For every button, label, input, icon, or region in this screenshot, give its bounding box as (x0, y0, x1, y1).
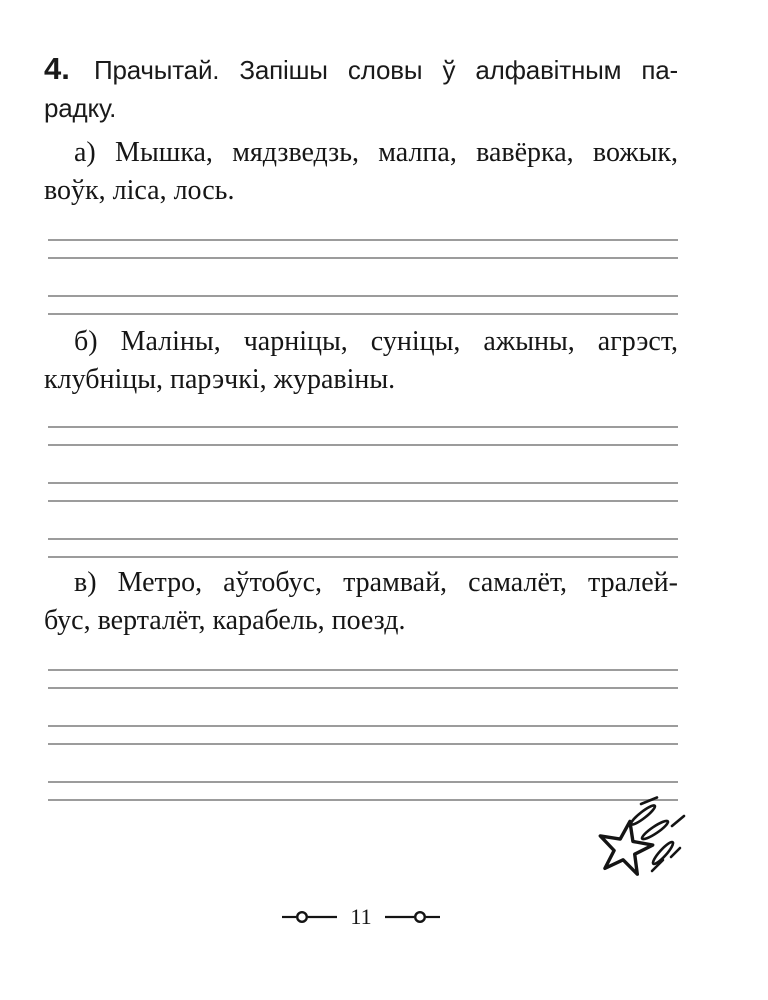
word-list-b-line-2: клубніцы, парэчкі, журавіны. (44, 364, 396, 395)
page-number: 11 (350, 904, 372, 929)
item-label-a: а) (74, 137, 96, 168)
writing-rule-line (48, 500, 678, 502)
word-list-v-line-1 (44, 564, 678, 602)
word-list-v-text: Метро, аўтобус, трамвай, самалёт, тралей- (117, 567, 678, 598)
word-list-a (44, 134, 678, 210)
writing-rule-line (48, 444, 678, 446)
writing-rule-line (48, 482, 678, 484)
word-list-b-line-1 (44, 323, 678, 361)
writing-lines-group-v (48, 669, 678, 803)
item-label-b: б) (74, 326, 98, 357)
item-label-v: в) (74, 567, 97, 598)
footer-ornament-left-icon (282, 909, 337, 925)
writing-rule-line (48, 556, 678, 558)
writing-rule-line (48, 295, 678, 297)
writing-rule-line (48, 687, 678, 689)
writing-rule-line (48, 781, 678, 783)
writing-lines-group-a (48, 239, 678, 317)
page-footer (44, 903, 678, 931)
footer-ornament-right-icon (385, 909, 440, 925)
exercise-number: 4. (44, 51, 70, 86)
writing-lines-group-b (48, 426, 678, 560)
shooting-star-icon (597, 796, 689, 884)
writing-rule-line (48, 313, 678, 315)
word-list-a-line-2: воўк, ліса, лось. (44, 175, 235, 206)
writing-rule-line (48, 257, 678, 259)
exercise-prompt-line-2: радку. (44, 93, 117, 123)
writing-rule-line (48, 426, 678, 428)
writing-rule-line (48, 743, 678, 745)
exercise-heading (44, 50, 678, 127)
writing-rule-line (48, 725, 678, 727)
writing-rule-line (48, 669, 678, 671)
exercise-prompt-text: Прачытай. Запішы словы ў алфавітным па- (94, 55, 679, 85)
word-list-b-text: Маліны, чарніцы, суніцы, ажыны, агрэст, (120, 326, 678, 357)
writing-rule-line (48, 538, 678, 540)
word-list-v (44, 564, 678, 640)
word-list-a-line-1 (44, 134, 678, 172)
writing-rule-line (48, 799, 678, 801)
exercise-prompt-line-1 (44, 50, 678, 89)
writing-rule-line (48, 239, 678, 241)
word-list-v-line-2: бус, верталёт, карабель, поезд. (44, 605, 406, 636)
word-list-b (44, 323, 678, 399)
word-list-a-text: Мышка, мядзведзь, малпа, вавёрка, вожык, (115, 137, 679, 168)
